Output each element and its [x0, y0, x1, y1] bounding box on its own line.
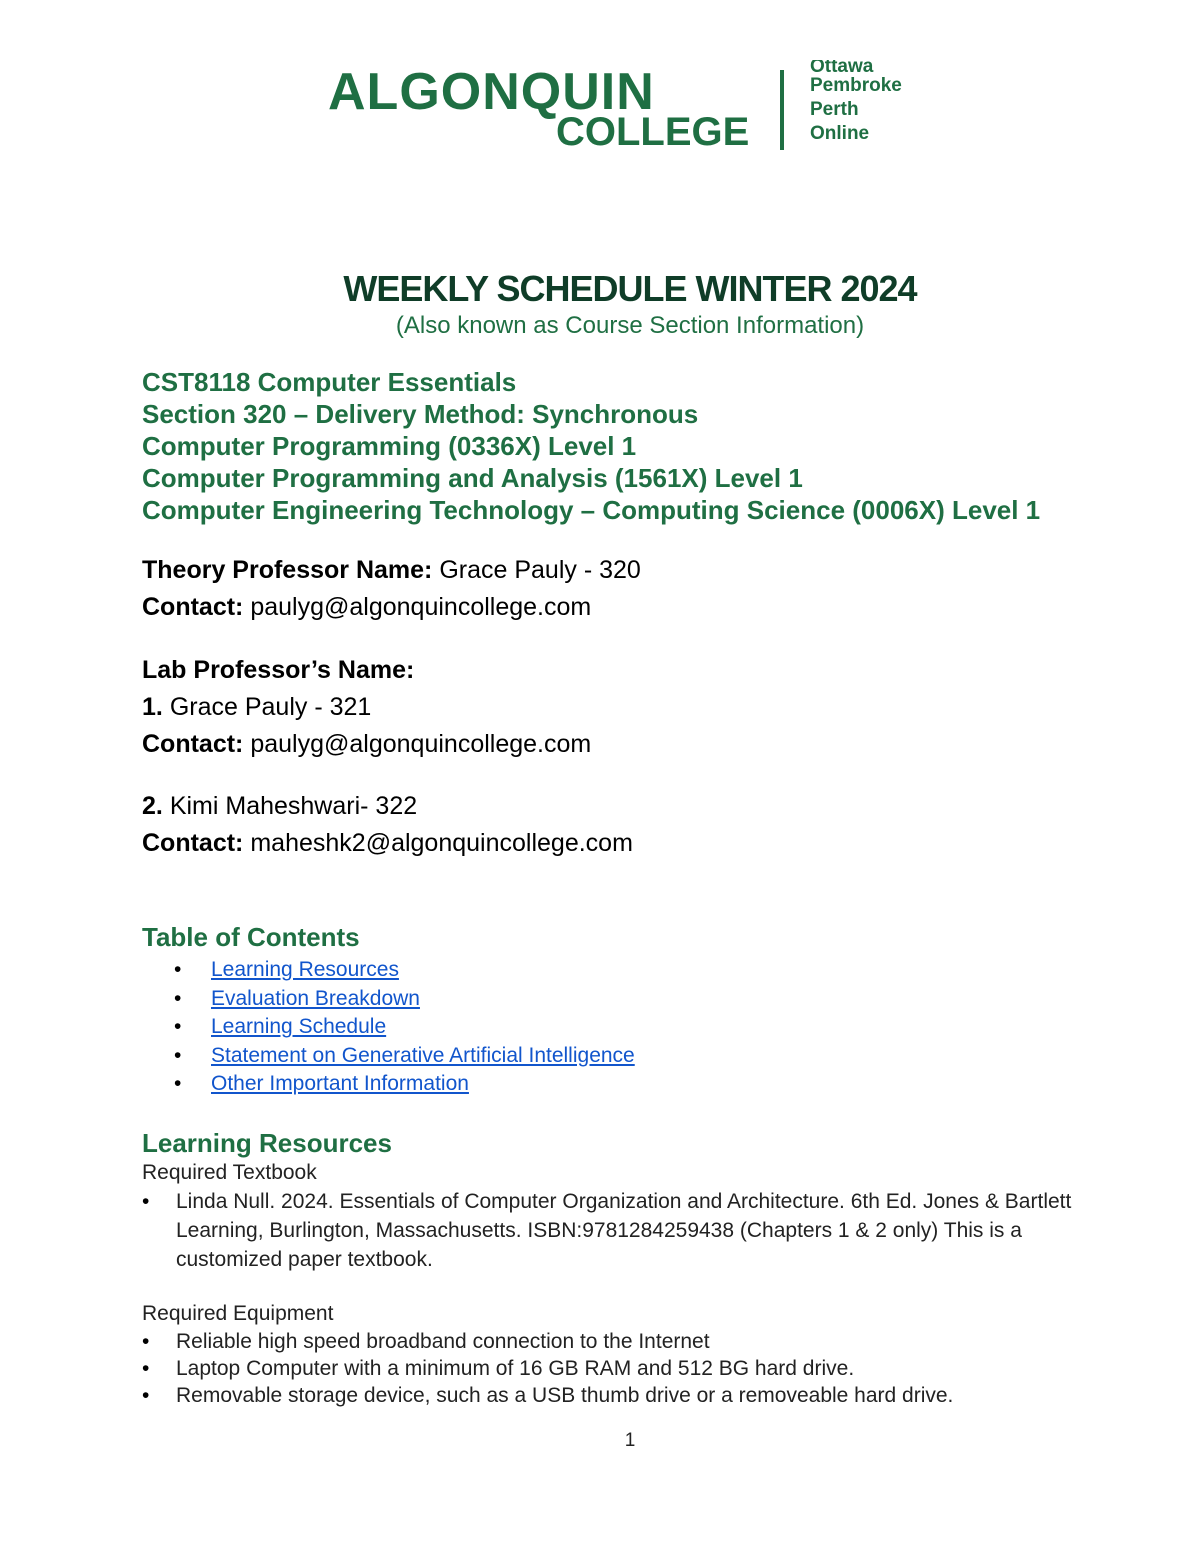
resources-heading: Learning Resources: [142, 1128, 392, 1158]
toc-list: [174, 956, 635, 1099]
toc-item: [174, 985, 635, 1014]
bullet-icon: •: [142, 1384, 150, 1407]
list-item: [142, 1355, 1132, 1382]
course-program-2: Computer Programming and Analysis (1561X) Level 1: [142, 463, 803, 493]
page-subtitle: (Also known as Course Section Information): [395, 312, 865, 339]
lab-prof-2-contact[interactable]: maheshk2@algonquincollege.com: [250, 829, 633, 857]
bullet-icon: •: [174, 1072, 182, 1096]
bullet-icon: •: [174, 1015, 182, 1039]
logo-sub: COLLEGE: [556, 110, 750, 154]
course-code: CST8118 Computer Essentials: [142, 367, 517, 397]
bullet-icon: •: [174, 958, 182, 981]
theory-name: Grace Pauly - 320: [439, 556, 641, 584]
campus-perth: Perth: [810, 99, 859, 120]
toc-link-other-info[interactable]: Other Important Information: [211, 1072, 469, 1096]
lab-heading: Lab Professor’s Name:: [142, 656, 415, 684]
list-item: [142, 1328, 1132, 1355]
bullet-icon: •: [142, 1330, 150, 1353]
lab-prof-1-name: Grace Pauly - 321: [169, 693, 372, 721]
logo-name: ALGONQUIN: [328, 63, 655, 121]
bullet-icon: •: [174, 986, 182, 1010]
toc-item: [174, 1042, 635, 1071]
toc-item: [174, 956, 635, 985]
campus-pembroke: Pembroke: [810, 75, 902, 96]
theory-contact-label: Contact:: [142, 593, 244, 621]
lab-prof-2-num: 2.: [142, 792, 163, 820]
toc-item: [174, 1070, 635, 1099]
lab-professor-2: [142, 788, 633, 862]
lab-prof-1-num: 1.: [142, 693, 163, 721]
toc-link-learning-schedule[interactable]: Learning Schedule: [211, 1015, 387, 1039]
equipment-label: Required Equipment: [142, 1302, 334, 1325]
equipment-item-3: Removable storage device, such as a USB thumb drive or a removeable hard drive.: [176, 1384, 954, 1407]
theory-label: Theory Professor Name:: [142, 556, 433, 584]
toc-item: [174, 1013, 635, 1042]
equipment-item-2: Laptop Computer with a minimum of 16 GB RAM and 512 BG hard drive.: [176, 1357, 855, 1380]
theory-professor: [142, 552, 641, 626]
logo-divider: [780, 70, 784, 150]
list-item: [142, 1187, 1132, 1274]
equipment-item-1: Reliable high speed broadband connection to the Internet: [176, 1330, 710, 1353]
lab-prof-2-name: Kimi Maheshwari- 322: [169, 792, 418, 820]
campus-online: Online: [810, 123, 870, 144]
page-title: WEEKLY SCHEDULE WINTER 2024: [343, 268, 917, 309]
theory-contact[interactable]: paulyg@algonquincollege.com: [250, 593, 592, 621]
toc-heading: Table of Contents: [142, 922, 360, 952]
lab-prof-1-contact-label: Contact:: [142, 730, 244, 758]
lab-prof-2-contact-label: Contact:: [142, 829, 244, 857]
lab-prof-1-contact[interactable]: paulyg@algonquincollege.com: [250, 730, 592, 758]
course-program-3: Computer Engineering Technology – Computing Science (0006X) Level 1: [142, 495, 1041, 525]
college-logo: [328, 60, 928, 160]
textbook-citation: Linda Null. 2024. Essentials of Computer Organization and Architecture. 6th Ed. Jones & Bartlett Learning, Burlington, Massachusetts. ISBN:9781284259438 (Chapters 1 & 2 only) This is a customized paper textbook.: [176, 1190, 1072, 1271]
textbook-label: Required Textbook: [142, 1161, 317, 1184]
campus-ottawa: Ottawa: [810, 60, 874, 74]
toc-link-evaluation-breakdown[interactable]: Evaluation Breakdown: [211, 986, 420, 1010]
course-program-1: Computer Programming (0336X) Level 1: [142, 431, 637, 461]
course-section: Section 320 – Delivery Method: Synchronous: [142, 399, 699, 429]
bullet-icon: •: [142, 1190, 150, 1213]
toc-link-genai-statement[interactable]: Statement on Generative Artificial Intelligence: [211, 1043, 635, 1067]
bullet-icon: •: [142, 1357, 150, 1380]
bullet-icon: •: [174, 1043, 182, 1067]
textbook-section: [142, 1158, 1132, 1274]
lab-professors: [142, 652, 591, 763]
toc-link-learning-resources[interactable]: Learning Resources: [211, 958, 399, 981]
list-item: [142, 1382, 1132, 1409]
equipment-section: [142, 1299, 1132, 1409]
course-info: [142, 366, 1040, 526]
page-number: 1: [624, 1430, 636, 1451]
logo-campuses: [810, 60, 902, 146]
